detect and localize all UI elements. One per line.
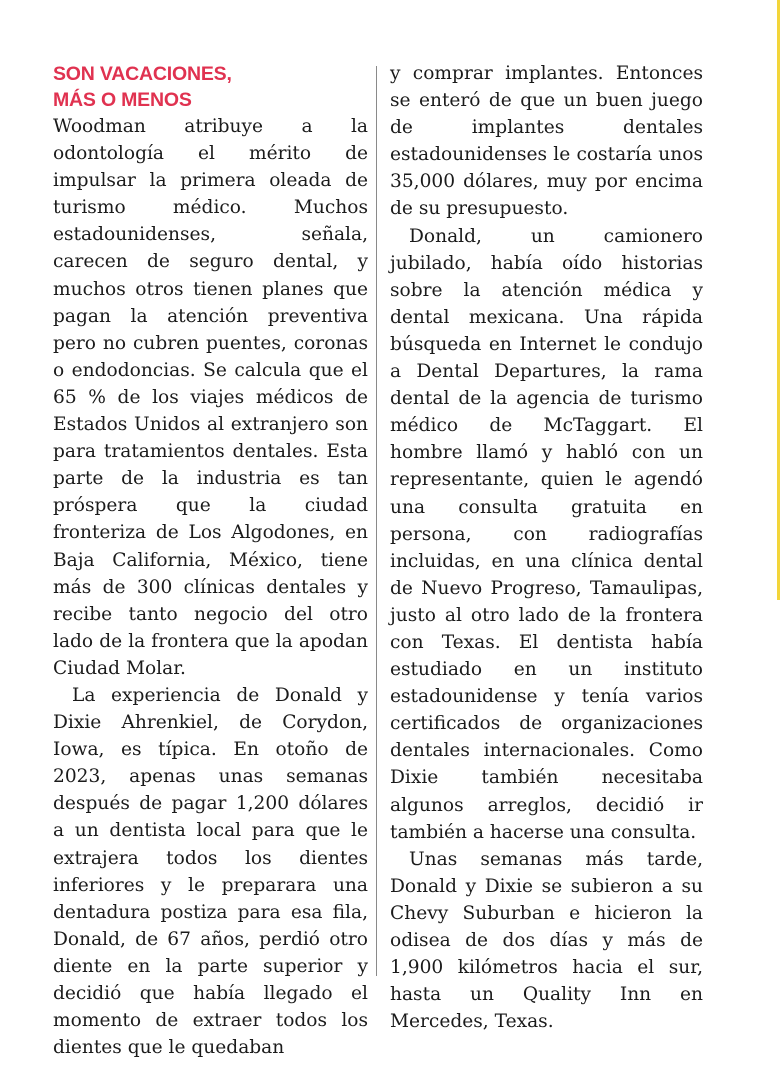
left-column: [53, 61, 368, 1061]
paragraph-ahrenkiel: La experiencia de Donald y Dixie Ahrenkiel, de Corydon, Iowa, es típica. En otoño de 2023, apenas unas semanas después de pagar 1,200 dólares a un dentista local para que le extrajera todos los dientes inferiores y le preparara una dentadura postiza para esa fila, Donald, de 67 años, perdió otro diente en la parte superior y decidió que había llegado el momento de extraer todos los dientes que le quedaban: [53, 684, 368, 1059]
paragraph-woodman: Woodman atribuye a la odontología el mérito de impulsar la primera oleada de turismo médico. Muchos estadounidenses, señala, carecen de seguro dental, y muchos otros tienen planes que pagan la atención preventiva pero no cubren puentes, coronas o endodoncias. Se calcula que el 65 % de los viajes médicos de Estados Unidos al extranjero son para tratamientos dentales. Esta parte de la industria es tan próspera que la ciudad fronteriza de Los Algodones, en Baja California, México, tiene más de 300 clínicas dentales y recibe tanto negocio del otro lado de la frontera que la apodan Ciudad Molar.: [53, 116, 368, 679]
column-divider: [376, 66, 377, 976]
section-heading-line-2: MÁS O MENOS: [53, 89, 192, 111]
paragraph-implants: y comprar implantes. Entonces se enteró de que un buen juego de implantes dentales estadounidenses le costaría unos 35,000 dólares, muy por encima de su presupuesto.: [390, 63, 703, 220]
paragraph-donald: Donald, un camionero jubilado, había oído historias sobre la atención médica y dental mexicana. Una rápida búsqueda en Internet le condujo a Dental Departures, la rama dental de la agencia de turismo médico de McTaggart. El hombre llamó y habló con un representante, quien le agendó una consulta gratuita en persona, con radiografías incluidas, en una clínica dental de Nuevo Progreso, Tamaulipas, justo al otro lado de la frontera con Texas. El dentista había estudiado en un instituto estadounidense y tenía varios certificados de organizaciones dentales internacionales. Como Dixie también necesitaba algunos arreglos, decidió ir también a hacerse una consulta.: [390, 225, 703, 843]
section-heading: [53, 61, 368, 113]
paragraph-trip: Unas semanas más tarde, Donald y Dixie se subieron a su Chevy Suburban e hicieron la odisea de dos días y más de 1,900 kilómetros hacia el sur, hasta un Quality Inn en Mercedes, Texas.: [390, 848, 703, 1033]
section-heading-line-1: SON VACACIONES,: [53, 63, 232, 85]
right-column: [390, 60, 703, 1035]
